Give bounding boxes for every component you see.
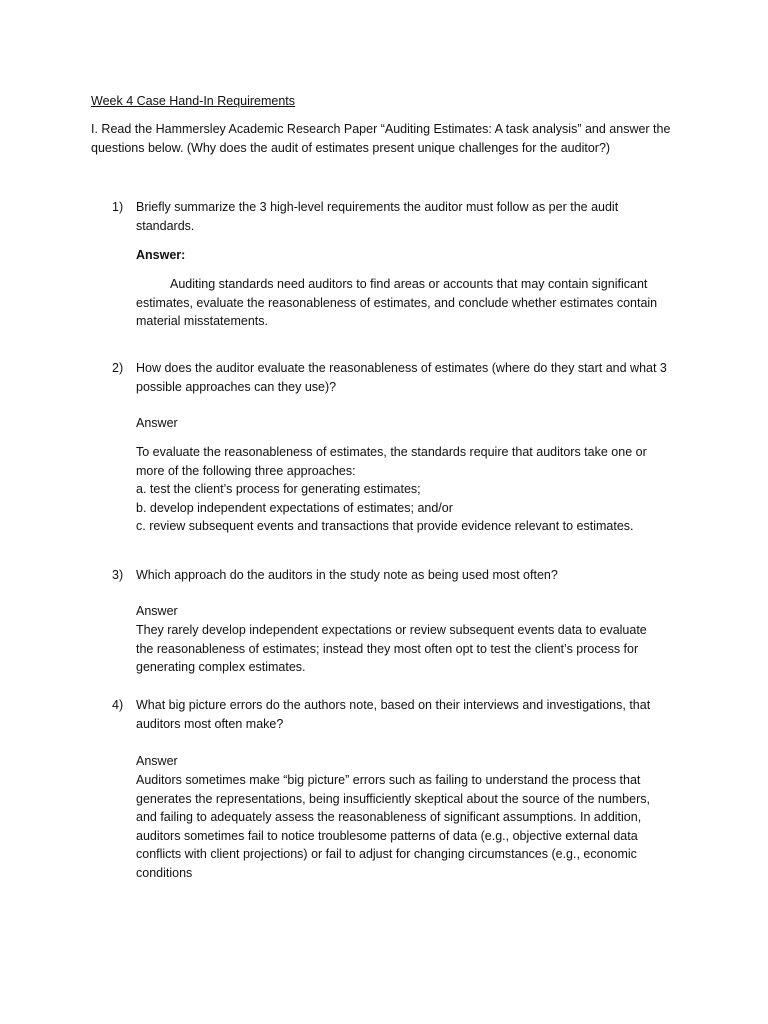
question-line: standards. [136, 219, 195, 233]
answer-1-text [136, 275, 676, 331]
question-line: What big picture errors do the authors note, based on their interviews and investigations, that [136, 698, 651, 712]
answer-line: estimates, evaluate the reasonableness of estimates, and conclude whether estimates contain [136, 295, 658, 310]
answer-line: and failing to adequately assess the reasonableness of significant assumptions. In addition, [136, 810, 642, 824]
question-4-number: 4) [112, 698, 124, 712]
question-3-number: 3) [112, 568, 124, 582]
question-line: possible approaches can they use)? [136, 380, 337, 394]
question-line: Briefly summarize the 3 high-level requirements the auditor must follow as per the audit [136, 200, 619, 214]
answer-line: c. review subsequent events and transactions that provide evidence relevant to estimates. [136, 519, 634, 533]
question-line: How does the auditor evaluate the reasonableness of estimates (where do they start and what 3 [136, 361, 667, 375]
answer-3-label: Answer [136, 604, 178, 618]
question-3-text [136, 566, 686, 585]
answer-2-text [136, 443, 676, 536]
intro-line: questions below. (Why does the audit of estimates present unique challenges for the auditor?) [91, 141, 611, 155]
answer-4-text [136, 771, 676, 882]
answer-line: Auditors sometimes make “big picture” errors such as failing to understand the process that [136, 773, 641, 787]
intro-line: I. Read the Hammersley Academic Research Paper “Auditing Estimates: A task analysis” and answer the [91, 122, 671, 136]
answer-line: generating complex estimates. [136, 660, 306, 674]
answer-line: more of the following three approaches: [136, 463, 356, 478]
question-1-text [136, 198, 686, 236]
answer-line: Auditing standards need auditors to find areas or accounts that may contain significant [170, 277, 648, 291]
answer-line: generates the representations, being insufficiently skeptical about the source of the numbers, [136, 791, 650, 806]
question-line: auditors most often make? [136, 717, 284, 731]
document-title: Week 4 Case Hand-In Requirements [91, 94, 296, 108]
question-2-text [136, 359, 686, 397]
intro-paragraph [91, 120, 691, 158]
answer-line: material misstatements. [136, 314, 268, 328]
answer-line: b. develop independent expectations of estimates; and/or [136, 500, 453, 515]
answer-line: To evaluate the reasonableness of estimates, the standards require that auditors take one or [136, 445, 647, 459]
answer-3-text [136, 621, 676, 677]
answer-line: conflicts with client projections) or fail to adjust for changing circumstances (e.g., economic [136, 847, 637, 861]
answer-line: the reasonableness of estimates; instead they most often opt to test the client’s process for [136, 641, 639, 656]
answer-4-label: Answer [136, 754, 178, 768]
answer-line: auditors sometimes fail to notice troublesome patterns of data (e.g., objective external data [136, 828, 638, 843]
answer-line: They rarely develop independent expectations or review subsequent events data to evaluate [136, 623, 647, 637]
answer-2-label: Answer [136, 416, 178, 430]
answer-1-label: Answer: [136, 248, 186, 262]
answer-line: a. test the client’s process for generating estimates; [136, 482, 421, 496]
question-1-number: 1) [112, 200, 124, 214]
question-2-number: 2) [112, 361, 124, 375]
question-4-text [136, 696, 686, 734]
answer-line: conditions [136, 865, 193, 880]
question-line: Which approach do the auditors in the study note as being used most often? [136, 568, 558, 582]
